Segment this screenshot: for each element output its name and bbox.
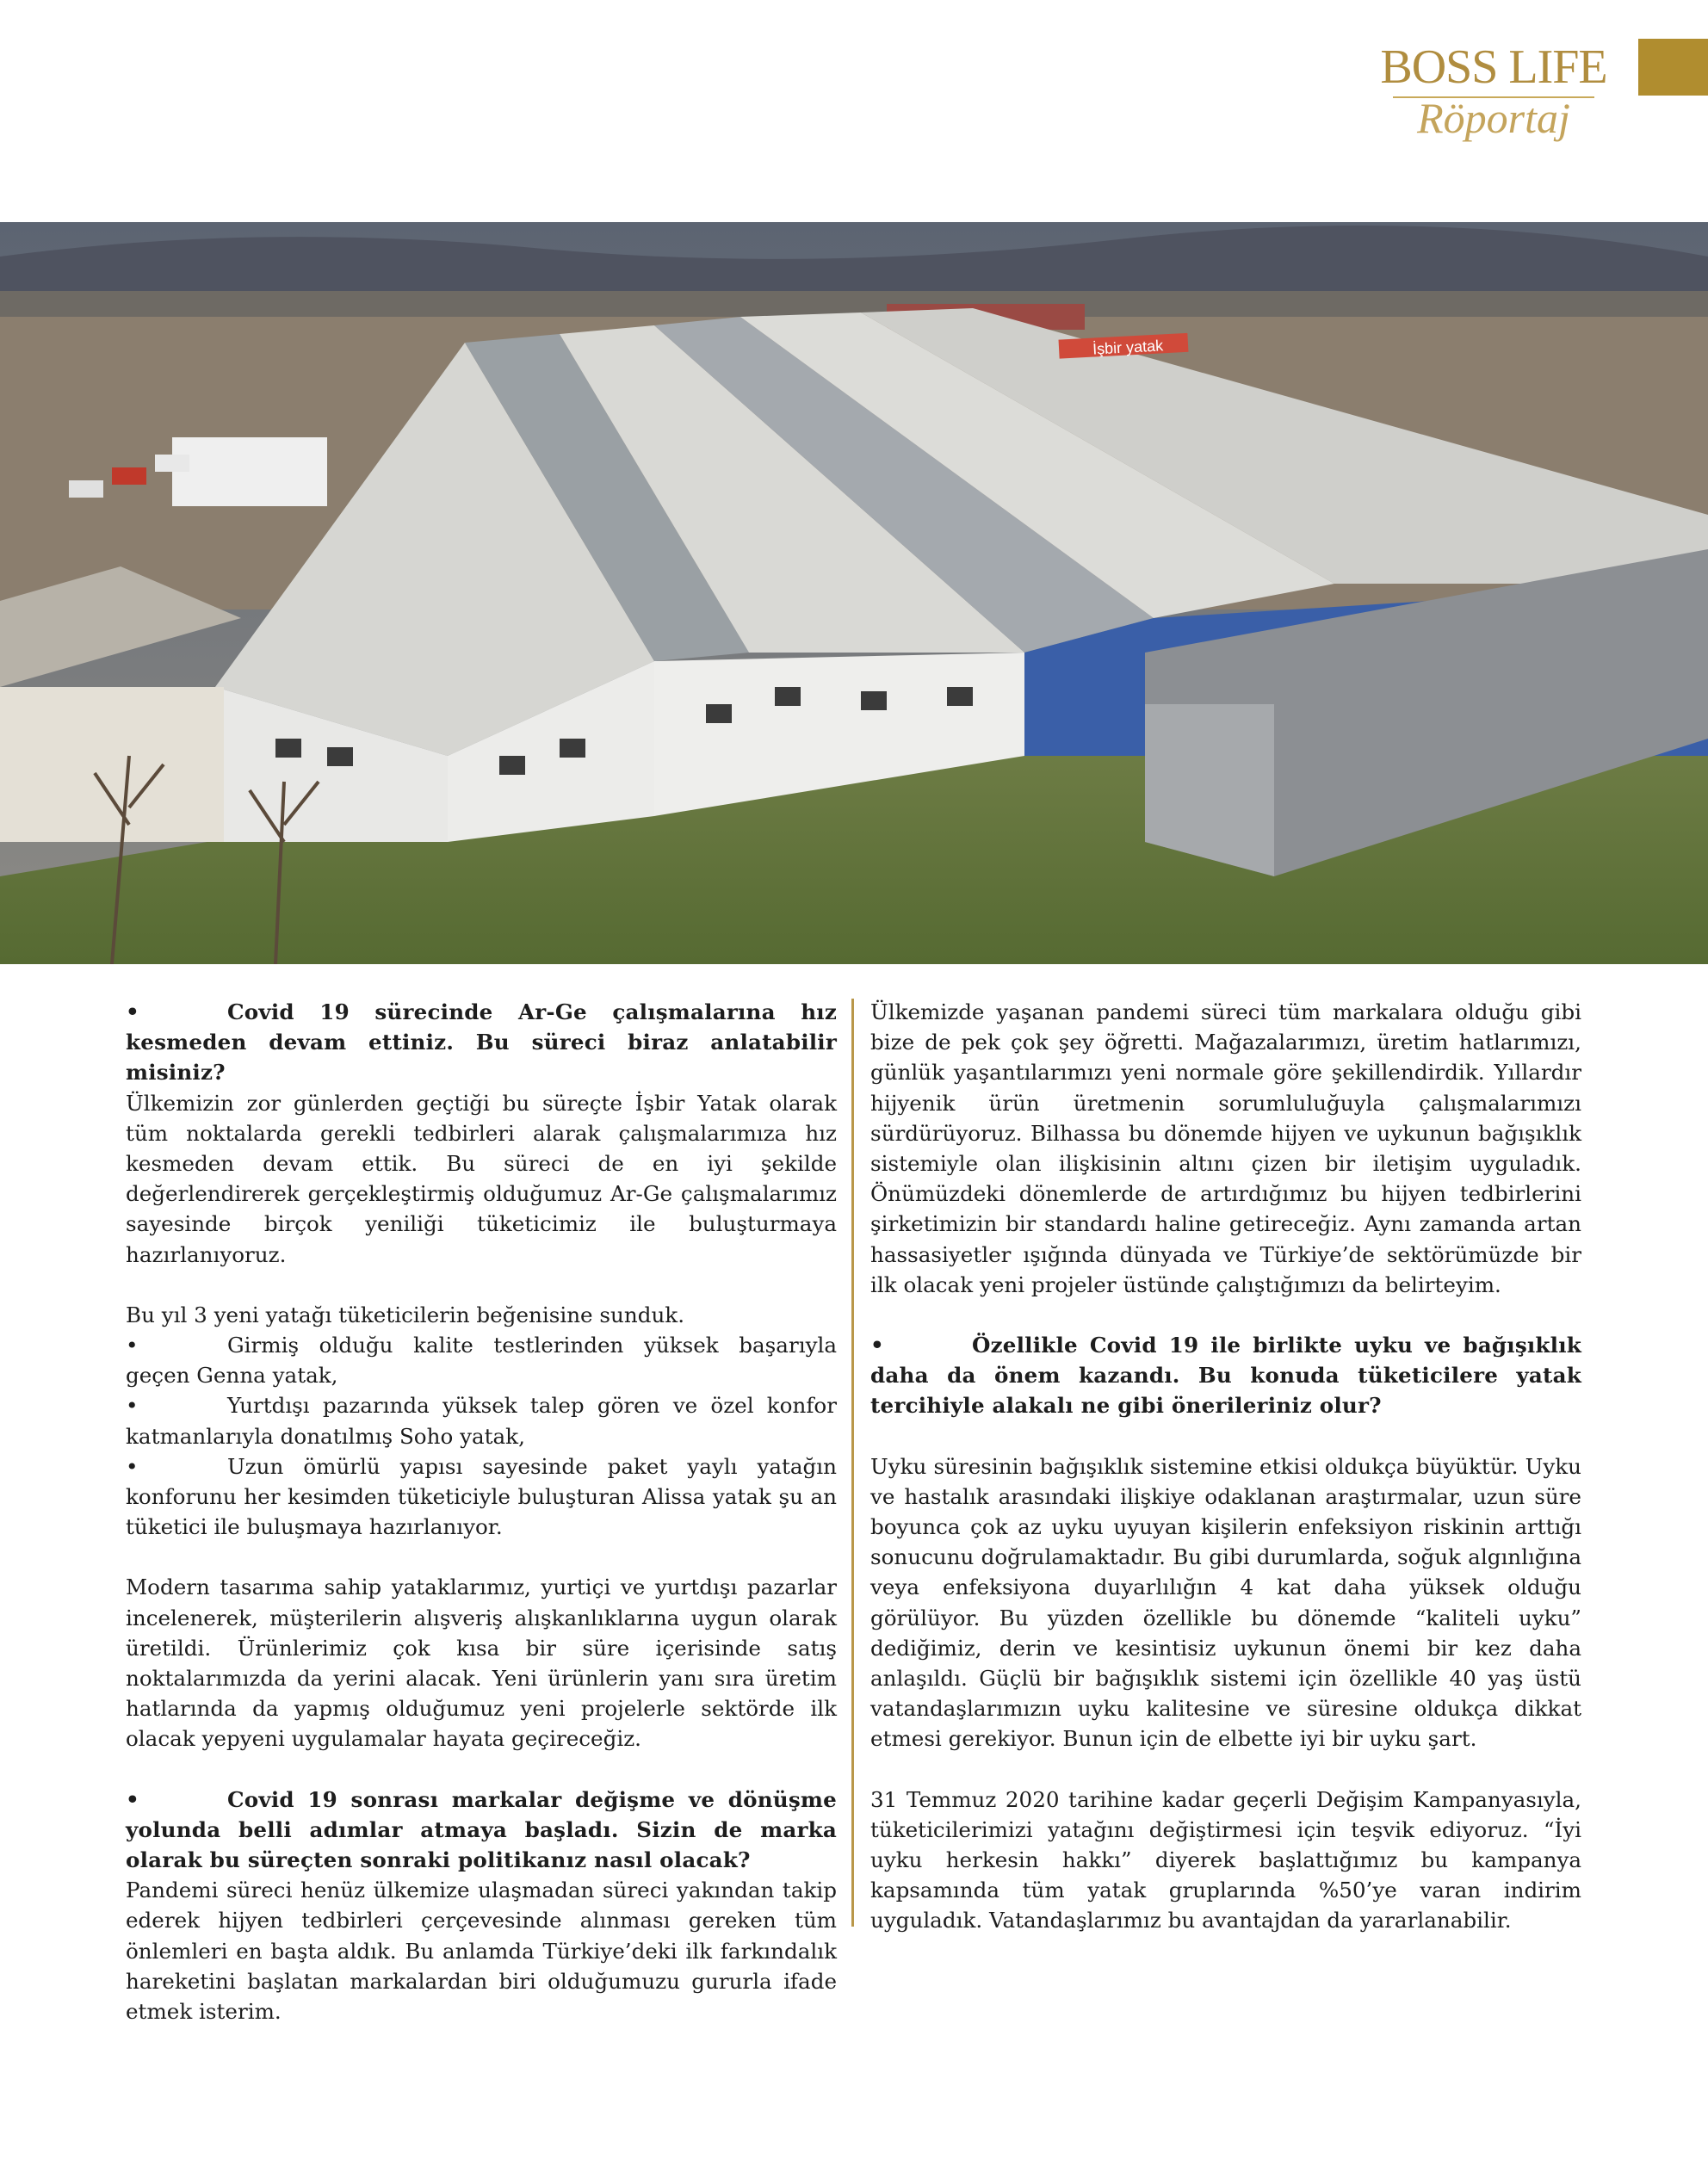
brand-name: BOSS LIFE xyxy=(1380,40,1607,94)
question-2 xyxy=(126,1785,837,1876)
answer-6: Uyku süresinin bağışıklık sistemine etkisi oldukça büyüktür. Uyku ve hastalık arasındaki ilişkiye odaklanan araştırmalar, uzun süre boyunca çok az uyku uyuyan kişilerin enfeksiyon riskinin arttığı sonucunu doğrulamaktadır. Bu gibi durumlarda, soğuk algınlığına veya enfeksiyona duyarlılığın 4 kat daha yüksek olduğu görülüyor. Bu yüzden özellikle bu dönemde “kaliteli uyku” dediğimiz, derin ve kesintisiz uykunun önemi bir kez daha anlaşıldı. Güçlü bir bağışıklık sistemi için özellikle 40 yaş üstü vatandaşlarımızın uyku kalitesine ve süresine oldukça dikkat etmesi gerekiyor. Bunun için de elbette iyi bir uyku şart. xyxy=(870,1453,1581,1752)
corner-accent-bar xyxy=(1638,39,1708,96)
answer-4: Pandemi süreci henüz ülkemize ulaşmadan süreci yakından takip ederek hijyen tedbirleri çerçevesinde alınması gereken tüm önlemleri en başta aldık. Bu anlamda Türkiye’deki ilk farkındalık hareketini başlatan markalardan biri olduğumuzu gururla ifade etmek isterim. xyxy=(126,1878,837,2025)
factory-sign: İşbir yatak xyxy=(1092,337,1164,358)
list-item-text: Yurtdışı pazarında yüksek talep gören ve özel konfor katmanlarıyla donatılmış Soho yatak, xyxy=(126,1393,837,1449)
list-item-text: Girmiş olduğu kalite testlerinden yüksek başarıyla geçen Genna yatak, xyxy=(126,1333,837,1389)
bullet-icon: • xyxy=(126,1333,139,1358)
article-column-right xyxy=(870,997,1581,1936)
article-column-left xyxy=(126,997,837,2026)
answer-7: 31 Temmuz 2020 tarihine kadar geçerli Değişim Kampanyasıyla, tüketicilerimizi yatağını değiştirmesi için teşvik ediyoruz. “İyi uyku herkesin hakkı” diyerek başlattığımız bu kampanya kapsamında tüm yatak gruplarında %50’ye varan indirim uyguladık. Vatandaşlarımız bu avantajdan da yararlanabilir. xyxy=(870,1786,1581,1933)
list-item xyxy=(126,1330,837,1390)
question-2-text: Covid 19 sonrası markalar değişme ve dönüşme yolunda belli adımlar atmaya başladı. Sizin de marka olarak bu süreçten sonraki politikanız nasıl olacak? xyxy=(126,1786,837,1873)
list-item xyxy=(126,1390,837,1451)
section-name: Röportaj xyxy=(1417,94,1570,142)
bullet-icon: • xyxy=(126,1786,139,1812)
question-1 xyxy=(126,997,837,1088)
magazine-logo xyxy=(1377,40,1610,142)
bullet-icon: • xyxy=(126,999,139,1024)
bullet-icon: • xyxy=(126,1453,139,1479)
factory-aerial-photo xyxy=(0,222,1708,964)
bullet-icon: • xyxy=(870,1333,884,1358)
bullet-icon: • xyxy=(126,1393,139,1419)
list-item xyxy=(126,1451,837,1543)
answer-5: Ülkemizde yaşanan pandemi süreci tüm markalara olduğu gibi bize de pek çok şey öğretti. Mağazalarımızı, üretim hatlarımızı, günlük yaşantılarımızı yeni normale göre şekillendirdik. Yıllardır hijyenik ürün üretmenin sorumluluğuyla çalışmalarımızı sürdürüyoruz. Bilhassa bu dönemde hijyen ve uykunun bağışıklık sistemiyle olan ilişkisinin altını çizen bir iletişim uyguladık. Önümüzdeki dönemlerde de artırdığımız bu hijyen tedbirlerini şirketimizin bir standardı haline getireceğiz. Aynı zamanda artan hassasiyetler ışığında dünyada ve Türkiye’de sektörümüzde bir ilk olacak yeni projeler üstünde çalıştığımızı da belirteyim. xyxy=(870,999,1581,1297)
column-divider xyxy=(851,999,854,1927)
factory-photo-illustration xyxy=(0,222,1708,964)
question-1-text: Covid 19 sürecinde Ar-Ge çalışmalarına hız kesmeden devam ettiniz. Bu süreci biraz anlatabilir misiniz? xyxy=(126,999,837,1086)
question-3 xyxy=(870,1330,1581,1421)
answer-3: Modern tasarıma sahip yataklarımız, yurtiçi ve yurtdışı pazarlar incelenerek, müşterilerin alışveriş alışkanlıklarına uygun olarak üretildi. Ürünlerimiz çok kısa bir süre içerisinde satış noktalarımızda da yerini alacak. Yeni ürünlerin yanı sıra üretim hatlarında da yapmış olduğumuz yeni projelerle sektörde ilk olacak yepyeni uygulamalar hayata geçireceğiz. xyxy=(126,1575,837,1752)
question-3-text: Özellikle Covid 19 ile birlikte uyku ve bağışıklık daha da önem kazandı. Bu konuda tüketicilere yatak tercihiyle alakalı ne gibi önerileriniz olur? xyxy=(870,1333,1581,1419)
answer-2-intro: Bu yıl 3 yeni yatağı tüketicilerin beğenisine sunduk. xyxy=(126,1302,685,1327)
list-item-text: Uzun ömürlü yapısı sayesinde paket yaylı yatağın konforunu her kesimden tüketiciyle buluşturan Alissa yatak şu an tüketici ile buluşmaya hazırlanıyor. xyxy=(126,1453,837,1540)
answer-1: Ülkemizin zor günlerden geçtiği bu süreçte İşbir Yatak olarak tüm noktalarda gerekli tedbirleri alarak çalışmalarımıza hız kesmeden devam ettik. Bu süreci de en iyi şekilde değerlendirerek gerçekleştirmiş olduğumuz Ar-Ge çalışmalarımız sayesinde birçok yeniliği tüketicimiz ile buluşturmaya hazırlanıyoruz. xyxy=(126,1090,837,1267)
